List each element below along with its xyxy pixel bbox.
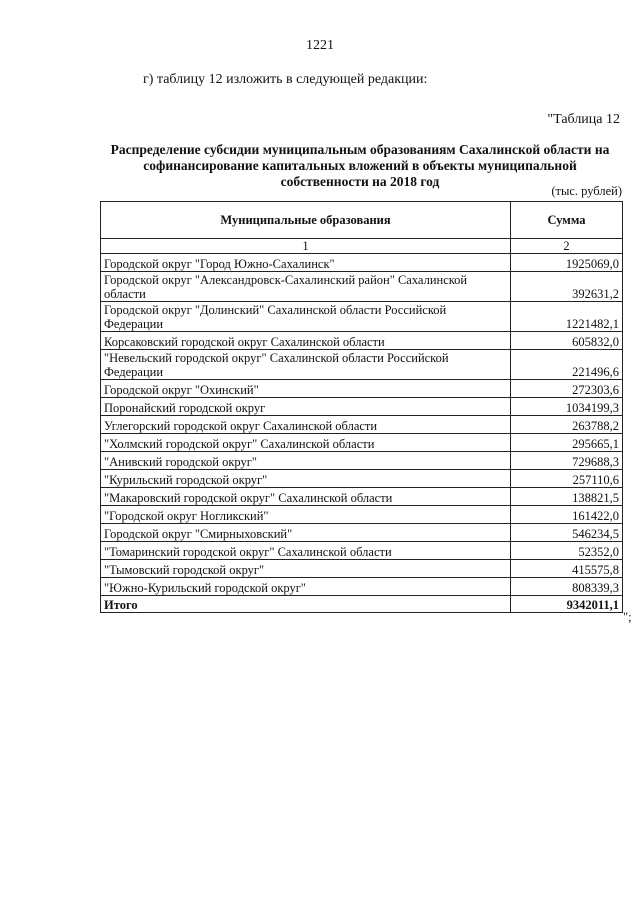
subsidy-sum: 221496,6 [511,350,623,380]
column-index-2: 2 [511,239,623,254]
header-municipalities: Муниципальные образования [101,202,511,239]
intro-text: г) таблицу 12 изложить в следующей редакции: [143,72,428,87]
subsidy-sum: 138821,5 [511,488,623,506]
municipality-name: "Городской округ Ногликский" [101,506,511,524]
municipality-name: Поронайский городской округ [101,398,511,416]
municipality-name: "Тымовский городской округ" [101,560,511,578]
municipality-name: Корсаковский городской округ Сахалинской области [101,332,511,350]
subsidy-sum: 729688,3 [511,452,623,470]
subsidy-sum: 272303,6 [511,380,623,398]
subsidy-sum: 1221482,1 [511,302,623,332]
subsidy-sum: 257110,6 [511,470,623,488]
column-index-1: 1 [101,239,511,254]
subsidy-sum: 52352,0 [511,542,623,560]
municipality-name: Городской округ "Смирныховский" [101,524,511,542]
subsidy-sum: 605832,0 [511,332,623,350]
subsidy-sum: 392631,2 [511,272,623,302]
municipality-name: Городской округ "Охинский" [101,380,511,398]
municipality-name: "Анивский городской округ" [101,452,511,470]
table-row [101,488,623,506]
table-row [101,542,623,560]
subsidy-sum: 1034199,3 [511,398,623,416]
table-row [101,350,623,380]
subsidy-sum: 415575,8 [511,560,623,578]
municipality-name: "Курильский городской округ" [101,470,511,488]
table-row [101,470,623,488]
header-sum: Сумма [511,202,623,239]
units-label: (тыс. рублей) [551,184,622,198]
subsidy-sum: 161422,0 [511,506,623,524]
table-row [101,302,623,332]
municipality-name: Углегорский городской округ Сахалинской области [101,416,511,434]
total-label: Итого [101,596,511,613]
subsidy-sum: 295665,1 [511,434,623,452]
table-row [101,254,623,272]
table-row [101,272,623,302]
subsidy-sum: 1925069,0 [511,254,623,272]
municipality-name: "Южно-Курильский городской округ" [101,578,511,596]
municipality-name: "Холмский городской округ" Сахалинской области [101,434,511,452]
table-row [101,332,623,350]
table-row [101,560,623,578]
table-row [101,434,623,452]
subsidy-sum: 808339,3 [511,578,623,596]
page-number: 1221 [306,38,334,53]
municipality-name: Городской округ "Долинский" Сахалинской области Российской Федерации [101,302,511,332]
column-index-row [101,239,623,254]
table-row [101,524,623,542]
municipality-name: "Томаринский городской округ" Сахалинской области [101,542,511,560]
table-row [101,506,623,524]
municipality-name: "Макаровский городской округ" Сахалинской области [101,488,511,506]
table-row [101,452,623,470]
municipality-name: Городской округ "Александровск-Сахалинский район" Сахалинской области [101,272,511,302]
table-row [101,398,623,416]
closing-quote: "; [623,610,632,624]
table-caption: "Таблица 12 [547,112,620,127]
municipality-name: "Невельский городской округ" Сахалинской области Российской Федерации [101,350,511,380]
subsidy-sum: 263788,2 [511,416,623,434]
municipality-name: Городской округ "Город Южно-Сахалинск" [101,254,511,272]
table-header-row [101,202,623,239]
document-title: Распределение субсидии муниципальным образованиям Сахалинской области на софинансирование капитальных вложений в объекты муниципальной собственности на 2018 год [110,142,610,189]
total-sum: 9342011,1 [511,596,623,613]
subsidy-sum: 546234,5 [511,524,623,542]
table-row [101,578,623,596]
table-row [101,380,623,398]
subsidy-table [100,201,623,613]
table-row [101,416,623,434]
total-row [101,596,623,613]
